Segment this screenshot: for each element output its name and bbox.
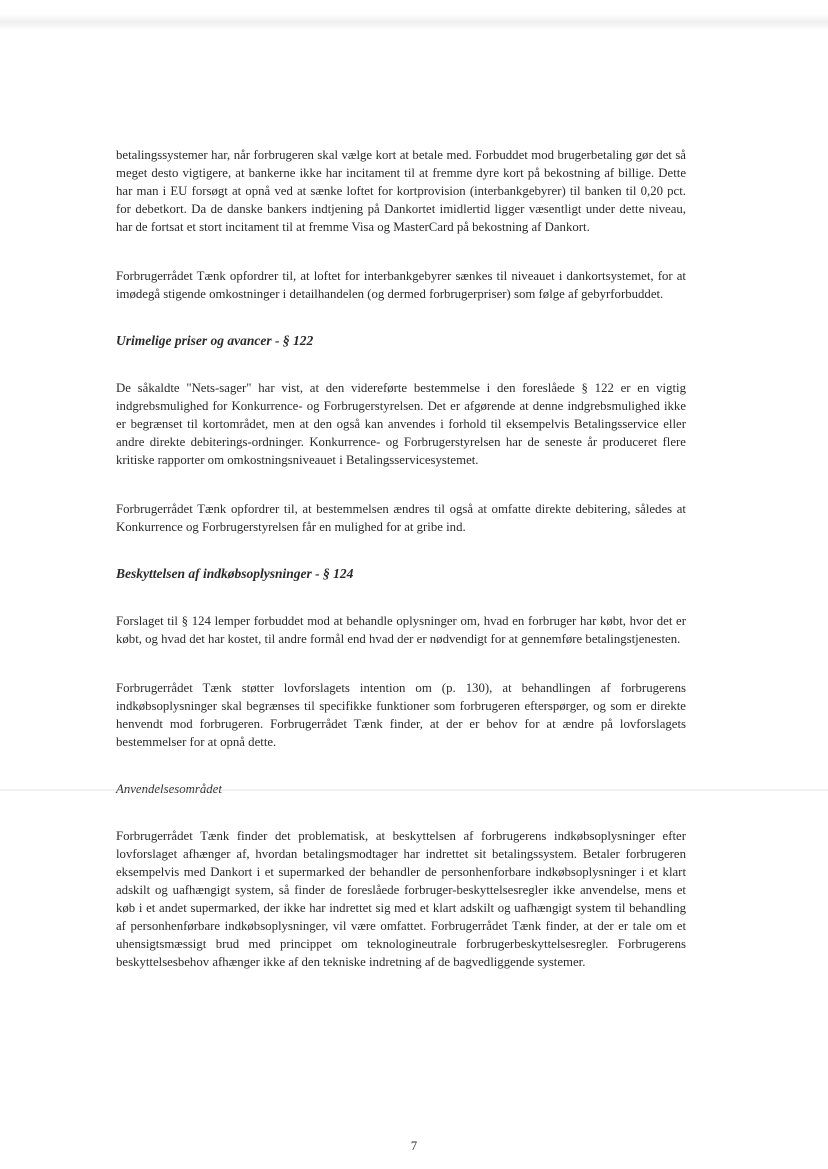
paragraph-lovforslagets-intention: Forbrugerrådet Tænk støtter lovforslagets intention om (p. 130), at behandlingen af forbrugerens indkøbsoplysninger skal begrænses til specifikke funktioner som forbrugeren efterspørger, og som er direkte henvendt mod forbrugeren. Forbrugerrådet Tænk finder, at der er behov for at ændre på lovforslagets bestemmelser for at opnå dette.	[116, 681, 686, 749]
paragraph-interbankgebyrer: Forbrugerrådet Tænk opfordrer til, at loftet for interbankgebyrer sænkes til niveauet i dankortsystemet, for at imødegå stigende omkostninger i detailhandelen (og dermed forbrugerpriser) som følge af gebyrforbuddet.	[116, 269, 686, 301]
section-heading-beskyttelsen: Beskyttelsen af indkøbsoplysninger - § 124	[116, 566, 354, 581]
paragraph-nets-sager: De såkaldte "Nets-sager" har vist, at den videreførte bestemmelse i den foreslåede § 122 er en vigtig indgrebsmulighed for Konkurrence- og Forbrugerstyrelsen. Det er afgørende at denne indgrebsmulighed ikke er begrænset til kortområdet, men at den også kan anvendes i forhold til eksempelvis Betalingsservice eller andre direkte debiterings-ordninger. Konkurrence- og Forbrugerstyrelsen har de seneste år produceret flere kritiske rapporter om omkostningsniveauet i Betalingsservicesystemet.	[116, 381, 686, 467]
scan-artifact-line	[0, 789, 828, 791]
page-number: 7	[410, 1139, 418, 1153]
section-heading-urimelige-priser: Urimelige priser og avancer - § 122	[116, 333, 314, 348]
document-body	[116, 146, 686, 971]
subheading-anvendelsesomradet: Anvendelsesområdet	[116, 782, 222, 796]
scan-artifact	[0, 14, 828, 30]
paragraph-problematisk: Forbrugerrådet Tænk finder det problematisk, at beskyttelsen af forbrugerens indkøbsoplysninger efter lovforslaget afhænger af, hvordan betalingsmodtager har indrettet sit betalingssystem. Betaler forbrugeren eksempelvis med Dankort i et supermarked der behandler de personhenforbare indkøbsoplysninger i et klart adskilt og uafhængigt system, så finder de foreslåede forbruger-beskyttelsesregler ikke anvendelse, mens et køb i et andet supermarked, der ikke har indrettet sig med et klart adskilt og uafhængigt system til behandling af personhenførbare indkøbsoplysninger, vil være omfattet. Forbrugerrådet Tænk finder, at der er tale om et uhensigtsmæssigt brud med princippet om teknologineutrale forbrugerbeskyttelsesregler. Forbrugerens beskyttelsesbehov afhænger ikke af den tekniske indretning af de bagvedliggende systemer.	[116, 829, 686, 969]
paragraph-direkte-debitering: Forbrugerrådet Tænk opfordrer til, at bestemmelsen ændres til også at omfatte direkte debitering, således at Konkurrence og Forbrugerstyrelsen får en mulighed for at gribe ind.	[116, 502, 686, 534]
paragraph-forslaget-124: Forslaget til § 124 lemper forbuddet mod at behandle oplysninger om, hvad en forbruger har købt, hvor det er købt, og hvad det har kostet, til andre formål end hvad der er nødvendigt for at gennemføre betalingstjenesten.	[116, 614, 686, 646]
paragraph-betalingssystemer: betalingssystemer har, når forbrugeren skal vælge kort at betale med. Forbuddet mod brugerbetaling gør det så meget desto vigtigere, at bankerne ikke har incitament til at fremme dyre kort på bekostning af billige. Dette har man i EU forsøgt at opnå ved at sænke loftet for kortprovision (interbankgebyrer) til banken til 0,20 pct. for debetkort. Da de danske bankers indtjening på Dankortet imidlertid ligger væsentligt under dette niveau, har de fortsat et stort incitament til at fremme Visa og MasterCard på bekostning af Dankort.	[116, 148, 686, 234]
